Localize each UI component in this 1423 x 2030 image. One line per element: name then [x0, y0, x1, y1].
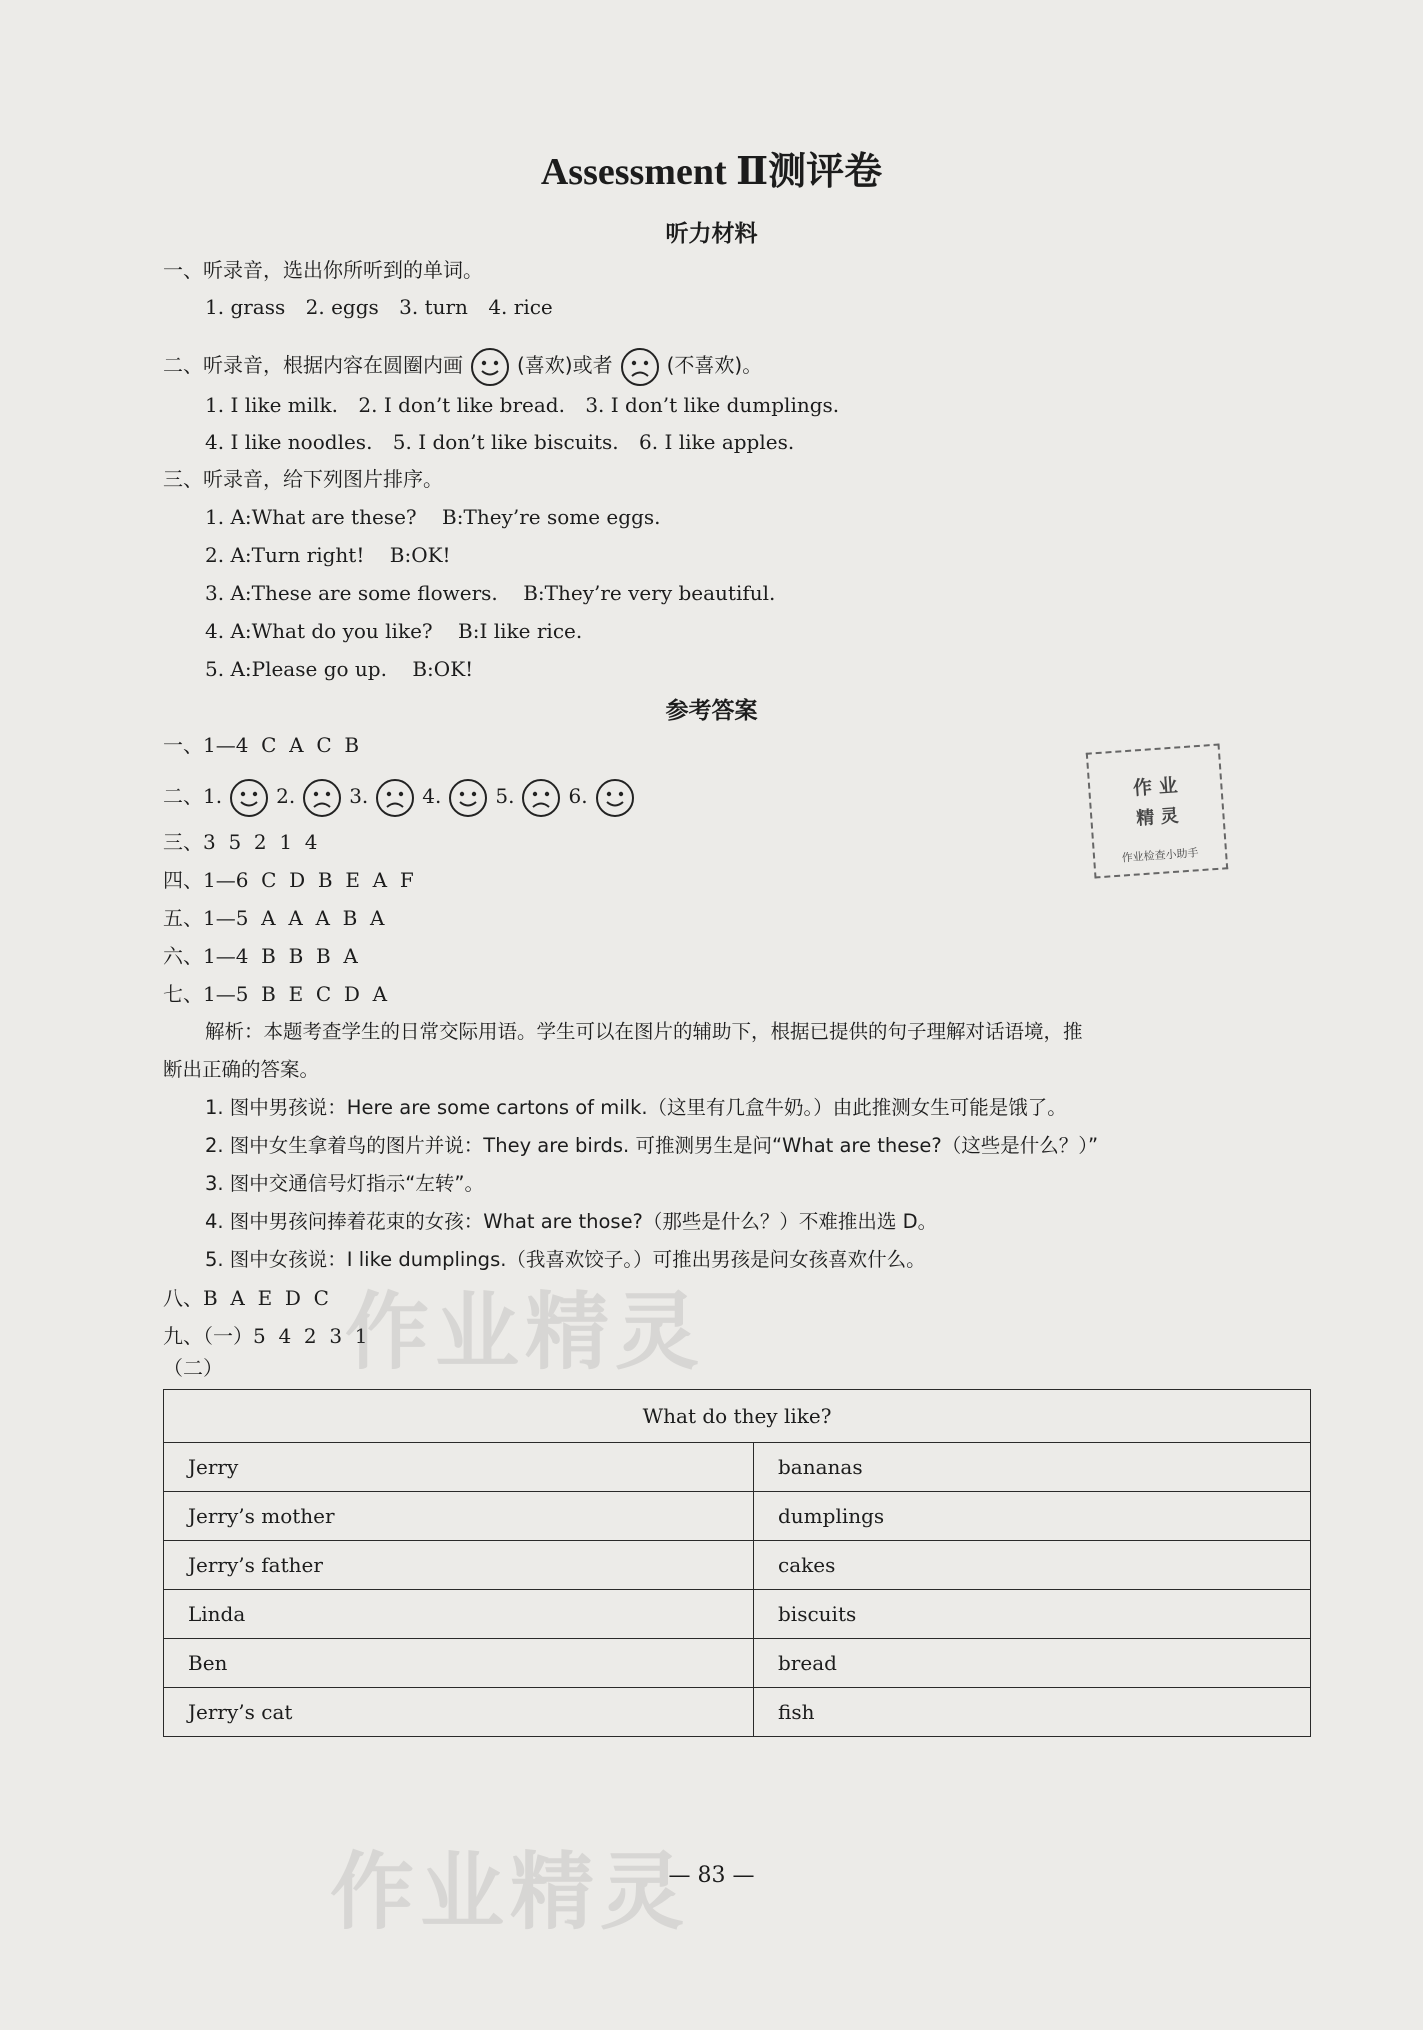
- q2-item: 6. I like apples.: [639, 430, 795, 454]
- table-cell-name: Jerry’s cat: [164, 1688, 754, 1737]
- page-number: — 83 —: [668, 1863, 755, 1888]
- analysis-line-2: 断出正确的答案。: [163, 1058, 320, 1081]
- q3-item: 2. A:Turn right! B:OK!: [205, 543, 451, 567]
- answer-2: [163, 774, 642, 819]
- table-row: [164, 1590, 1311, 1639]
- listening-heading: 听力材料: [665, 221, 758, 247]
- answer-9: 九、（一）5 4 2 3 1: [163, 1324, 368, 1348]
- q2-item: 3. I don’t like dumplings.: [585, 393, 840, 417]
- q2-line2: [205, 428, 794, 456]
- answer-8: 八、B A E D C: [163, 1286, 329, 1310]
- sad-face-icon: [374, 777, 416, 819]
- analysis-item: 5. 图中女孩说：I like dumplings.（我喜欢饺子。）可推出男孩是问女孩喜欢什么。: [205, 1248, 926, 1271]
- sad-face-icon: [301, 777, 343, 819]
- answer-2-number: 4.: [422, 784, 442, 808]
- likes-table: [163, 1389, 1311, 1737]
- answer-2-number: 5.: [495, 784, 515, 808]
- watermark: 作业精灵: [345, 1283, 706, 1381]
- table-cell-name: Linda: [164, 1590, 754, 1639]
- q2-item: 5. I don’t like biscuits.: [392, 430, 619, 454]
- q2-dislike-text: (不喜欢)。: [666, 353, 763, 377]
- q1-item: 4. rice: [488, 295, 553, 319]
- sad-face-icon: [520, 777, 562, 819]
- analysis-item: 4. 图中男孩问捧着花束的女孩：What are those?（那些是什么？）不难推出选 D。: [205, 1210, 938, 1233]
- analysis-line-1: 解析：本题考查学生的日常交际用语。学生可以在图片的辅助下，根据已提供的句子理解对话语境，推: [205, 1020, 1083, 1043]
- table-cell-name: Ben: [164, 1639, 754, 1688]
- q2-item: 2. I don’t like bread.: [358, 393, 565, 417]
- table-cell-food: bread: [754, 1639, 1311, 1688]
- answer-2-number: 2.: [276, 784, 296, 808]
- smiley-face-icon: [228, 777, 270, 819]
- table-cell-food: dumplings: [754, 1492, 1311, 1541]
- smiley-face-icon: [447, 777, 489, 819]
- answer-4: 四、1—6 C D B E A F: [163, 868, 414, 892]
- q1-item: 1. grass: [205, 295, 286, 319]
- q2-item: 1. I like milk.: [205, 393, 339, 417]
- q3-item: 5. A:Please go up. B:OK!: [205, 657, 474, 681]
- answer-2-prefix: 二、: [163, 784, 203, 808]
- answer-2-number: 3.: [349, 784, 369, 808]
- stamp-line: 精 灵: [1135, 805, 1180, 830]
- smiley-face-icon: [469, 346, 511, 388]
- homework-stamp-logo: [1086, 743, 1228, 878]
- answers-heading: 参考答案: [665, 698, 758, 724]
- table-row: [164, 1443, 1311, 1492]
- table-cell-name: Jerry’s father: [164, 1541, 754, 1590]
- table-header-row: [164, 1390, 1311, 1443]
- q1-item: 3. turn: [399, 295, 468, 319]
- table-row: [164, 1688, 1311, 1737]
- sad-face-icon: [619, 346, 661, 388]
- answer-7: 七、1—5 B E C D A: [163, 982, 388, 1006]
- q1-title: 一、听录音，选出你所听到的单词。: [163, 258, 483, 282]
- table-header: What do they like?: [164, 1390, 1311, 1443]
- answer-2-number: 1.: [203, 784, 223, 808]
- table-row: [164, 1639, 1311, 1688]
- q2-line1: [205, 391, 839, 419]
- analysis-item: 3. 图中交通信号灯指示“左转”。: [205, 1172, 485, 1195]
- analysis-item: 1. 图中男孩说：Here are some cartons of milk.（这里有几盒牛奶。）由此推测女生可能是饿了。: [205, 1096, 1067, 1119]
- table-cell-food: bananas: [754, 1443, 1311, 1492]
- answer-1: 一、1—4 C A C B: [163, 733, 360, 757]
- q3-item: 3. A:These are some flowers. B:They’re very beautiful.: [205, 581, 776, 605]
- table-cell-name: Jerry’s mother: [164, 1492, 754, 1541]
- page-title: Assessment Ⅱ测评卷: [540, 151, 883, 193]
- table-cell-food: cakes: [754, 1541, 1311, 1590]
- answer-3: 三、3 5 2 1 4: [163, 830, 318, 854]
- analysis-item: 2. 图中女生拿着鸟的图片并说：They are birds. 可推测男生是问“What are these?（这些是什么？）”: [205, 1134, 1099, 1157]
- q3-title: 三、听录音，给下列图片排序。: [163, 467, 443, 491]
- answer-9-part2: （二）: [163, 1356, 223, 1380]
- table-cell-food: fish: [754, 1688, 1311, 1737]
- stamp-line: 作 业: [1132, 774, 1179, 800]
- q3-item: 4. A:What do you like? B:I like rice.: [205, 619, 583, 643]
- table-row: [164, 1492, 1311, 1541]
- q2-like-text: (喜欢)或者: [517, 353, 613, 377]
- table-cell-name: Jerry: [164, 1443, 754, 1492]
- answer-2-number: 6.: [568, 784, 588, 808]
- smiley-face-icon: [594, 777, 636, 819]
- q1-items: [205, 293, 553, 321]
- stamp-line: 作业检查小助手: [1121, 846, 1199, 865]
- q2-title-text: 二、听录音，根据内容在圆圈内画: [163, 353, 463, 377]
- table-cell-food: biscuits: [754, 1590, 1311, 1639]
- q2-item: 4. I like noodles.: [205, 430, 373, 454]
- answer-5: 五、1—5 A A A B A: [163, 906, 385, 930]
- q2-title: [163, 343, 762, 388]
- table-row: [164, 1541, 1311, 1590]
- watermark: 作业精灵: [330, 1843, 691, 1941]
- answer-6: 六、1—4 B B B A: [163, 944, 358, 968]
- q3-item: 1. A:What are these? B:They’re some eggs.: [205, 505, 661, 529]
- q1-item: 2. eggs: [305, 295, 379, 319]
